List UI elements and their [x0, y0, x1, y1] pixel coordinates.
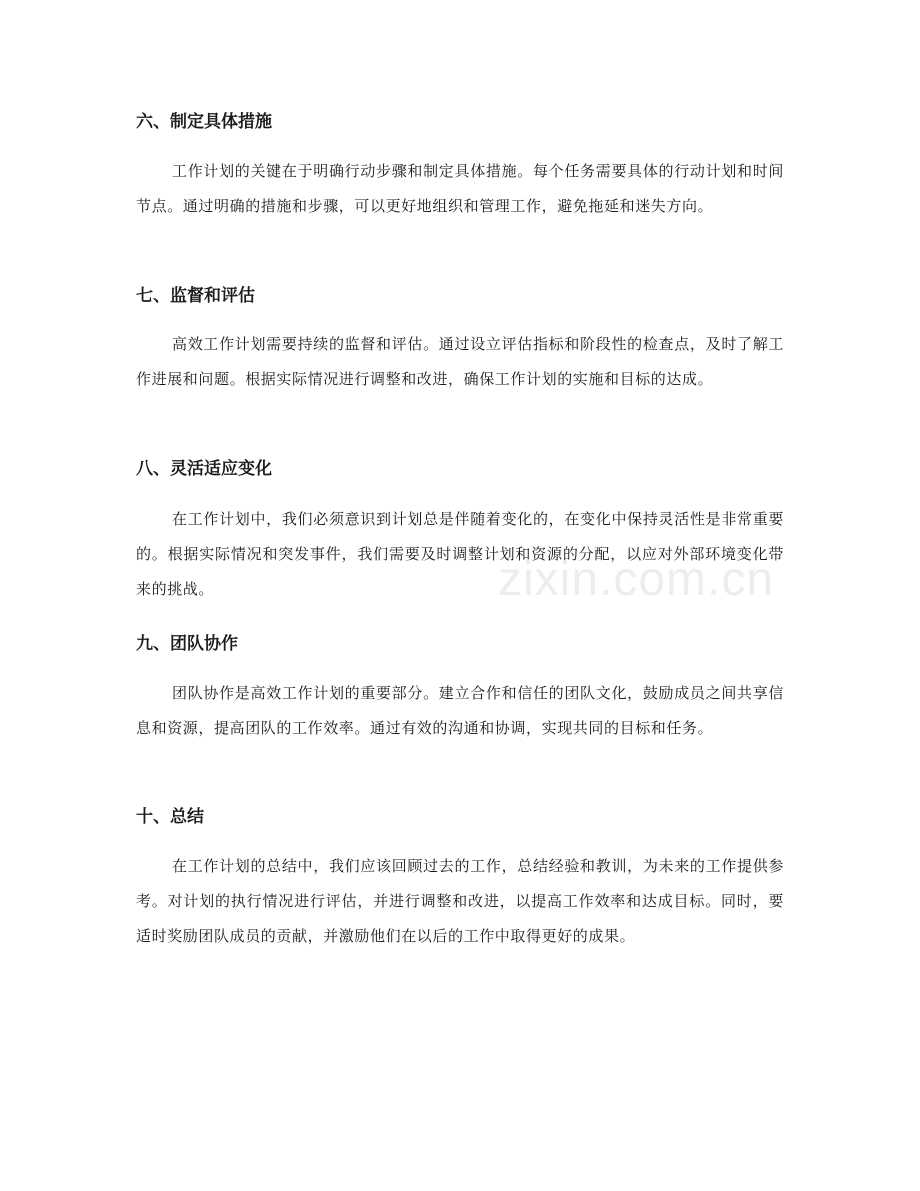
section-body-8: 在工作计划中，我们必须意识到计划总是伴随着变化的，在变化中保持灵活性是非常重要的。根据实际情况和突发事件，我们需要及时调整计划和资源的分配，以应对外部环境变化带来的挑战。 [136, 510, 784, 598]
watermark: zixin.com.cn [498, 553, 775, 606]
section-title-7: 七、监督和评估 [136, 286, 255, 306]
section-title-8: 八、灵活适应变化 [136, 459, 272, 479]
section-body-7: 高效工作计划需要持续的监督和评估。通过设立评估指标和阶段性的检查点，及时了解工作进展和问题。根据实际情况进行调整和改进，确保工作计划的实施和目标的达成。 [136, 335, 784, 388]
section-body-10: 在工作计划的总结中，我们应该回顾过去的工作，总结经验和教训，为未来的工作提供参考。对计划的执行情况进行评估，并进行调整和改进，以提高工作效率和达成目标。同时，要适时奖励团队成员的贡献，并激励他们在以后的工作中取得更好的成果。 [136, 857, 784, 945]
section-title-10: 十、总结 [136, 807, 204, 827]
section-body-6: 工作计划的关键在于明确行动步骤和制定具体措施。每个任务需要具体的行动计划和时间节点。通过明确的措施和步骤，可以更好地组织和管理工作，避免拖延和迷失方向。 [136, 162, 784, 215]
section-body-9: 团队协作是高效工作计划的重要部分。建立合作和信任的团队文化，鼓励成员之间共享信息和资源，提高团队的工作效率。通过有效的沟通和协调，实现共同的目标和任务。 [136, 684, 784, 737]
section-title-9: 九、团队协作 [136, 634, 238, 654]
section-title-6: 六、制定具体措施 [136, 112, 272, 132]
